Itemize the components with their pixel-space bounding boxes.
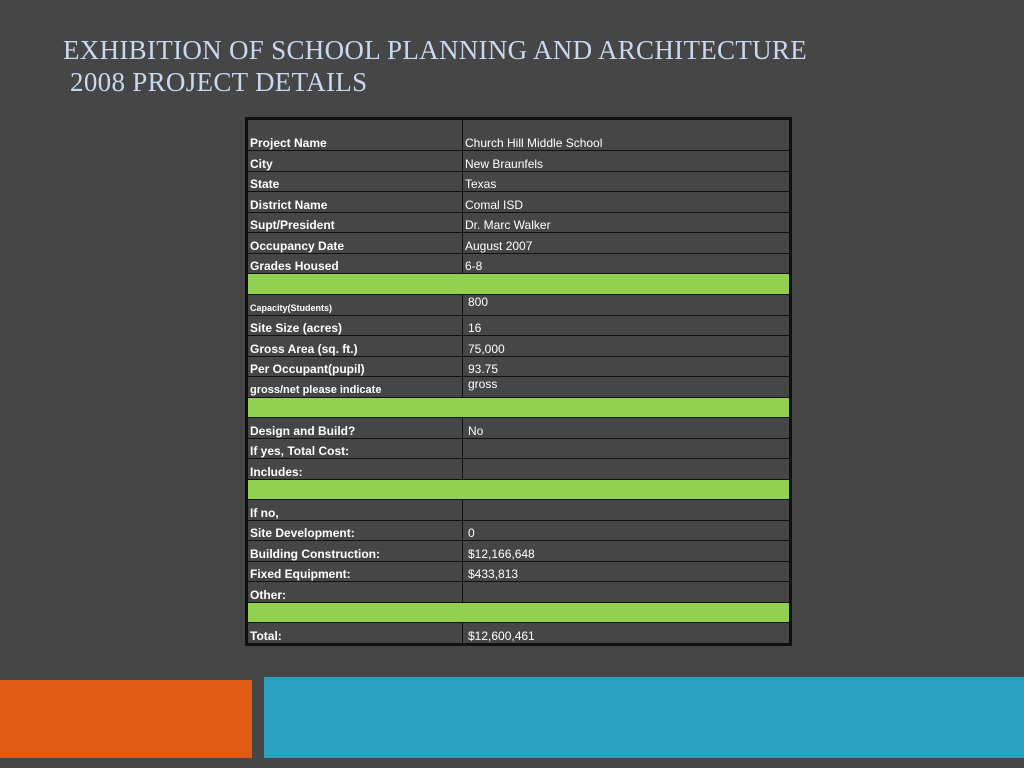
separator-row [248,602,790,623]
table-row [248,294,790,315]
table-row [248,171,790,192]
row-value: $12,600,461 [463,623,790,644]
separator-row [248,479,790,500]
row-label: Gross Area (sq. ft.) [248,336,463,357]
table-row [248,623,790,644]
slide-title-line2: 2008 PROJECT DETAILS [63,67,368,97]
table-row [248,459,790,480]
row-label: Building Construction: [248,541,463,562]
slide-title-line1: EXHIBITION OF SCHOOL PLANNING AND ARCHITECTURE [63,35,808,65]
row-value [463,500,790,521]
separator-row [248,397,790,418]
project-details-table [245,117,792,646]
row-value: Dr. Marc Walker [463,212,790,233]
row-label: Total: [248,623,463,644]
table-row [248,520,790,541]
row-label: Includes: [248,459,463,480]
row-label: Other: [248,582,463,603]
row-label: District Name [248,192,463,213]
separator-cell [248,397,790,418]
table-row [248,253,790,274]
row-value: 6-8 [463,253,790,274]
row-label: Site Development: [248,520,463,541]
table-row [248,212,790,233]
table-row [248,356,790,377]
table-row [248,561,790,582]
table-row [248,500,790,521]
table-row [248,315,790,336]
row-value: 75,000 [463,336,790,357]
row-value: Comal ISD [463,192,790,213]
row-label: gross/net please indicate [248,377,463,398]
row-value [463,438,790,459]
row-label: Design and Build? [248,418,463,439]
row-value: New Braunfels [463,151,790,172]
row-label: State [248,171,463,192]
row-label: Occupancy Date [248,233,463,254]
row-label: Fixed Equipment: [248,561,463,582]
row-value: 16 [463,315,790,336]
row-label: Per Occupant(pupil) [248,356,463,377]
separator-cell [248,479,790,500]
row-value: 0 [463,520,790,541]
row-value: Church Hill Middle School [463,120,790,151]
row-label: Project Name [248,120,463,151]
row-value: No [463,418,790,439]
row-value: gross [463,377,790,398]
row-label: Grades Housed [248,253,463,274]
table-row [248,582,790,603]
table-row [248,438,790,459]
row-label: If yes, Total Cost: [248,438,463,459]
table-row [248,418,790,439]
table-row [248,541,790,562]
row-value: August 2007 [463,233,790,254]
row-value: $12,166,648 [463,541,790,562]
table-row [248,233,790,254]
row-value: Texas [463,171,790,192]
blue-footer-bar [264,677,1024,758]
row-label: If no, [248,500,463,521]
row-label: Site Size (acres) [248,315,463,336]
row-value: 93.75 [463,356,790,377]
table-row [248,336,790,357]
row-label: Supt/President [248,212,463,233]
row-label: City [248,151,463,172]
row-value [463,459,790,480]
separator-row [248,274,790,295]
table-row [248,377,790,398]
orange-footer-bar [0,680,252,758]
slide-title [63,34,1003,98]
separator-cell [248,602,790,623]
row-label: Capacity(Students) [248,294,463,315]
table-row [248,151,790,172]
table-row [248,192,790,213]
row-value [463,582,790,603]
row-value: $433,813 [463,561,790,582]
separator-cell [248,274,790,295]
table-row [248,120,790,151]
row-value: 800 [463,294,790,315]
